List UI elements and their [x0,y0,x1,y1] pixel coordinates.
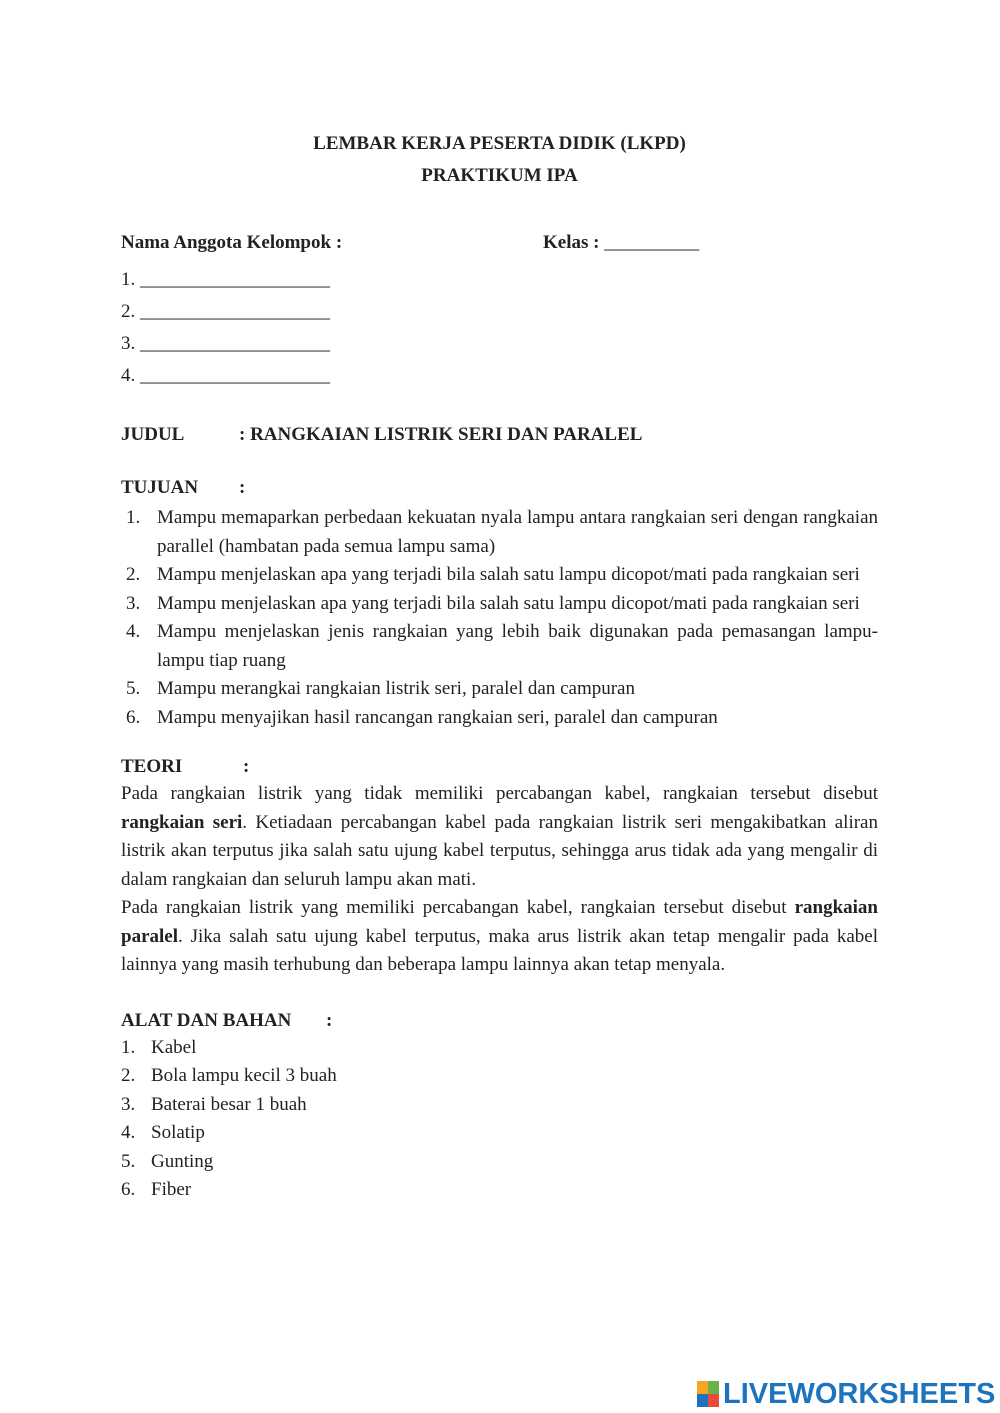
alat-colon: : [326,1009,333,1031]
judul-label: JUDUL [121,424,185,445]
list-item-number: 2. [126,564,141,585]
teori-paragraph-seri [121,780,878,894]
list-item [121,504,878,561]
member-line: 4. ____________________ [121,365,330,386]
list-item-text: Mampu menjelaskan apa yang terjadi bila salah satu lampu dicopot/mati pada rangkaian seri [157,592,860,614]
teori-text: . Ketiadaan percabangan kabel pada rangkaian listrik seri mengakibatkan aliran listrik akan terputus jika salah satu ujung kabel terputus, sehingga arus tidak ada yang mengalir di dalam rangkaian dan seluruh lampu akan mati. [121,811,878,890]
list-item-text: Mampu menyajikan hasil rancangan rangkaian seri, paralel dan campuran [157,706,718,728]
term-rangkaian-seri: rangkaian seri [121,811,243,833]
list-item-number: 4. [121,1122,136,1143]
member-line: 3. ____________________ [121,333,330,354]
teori-colon: : [243,756,250,777]
list-item [121,704,878,733]
list-item-number: 3. [121,1093,136,1115]
logo-square-icon [708,1381,719,1394]
list-item [121,1062,878,1091]
judul-value: : RANGKAIAN LISTRIK SERI DAN PARALEL [239,424,643,445]
members-label: Nama Anggota Kelompok : [121,232,343,253]
tujuan-list [121,504,878,732]
teori-heading [121,754,878,780]
tujuan-colon: : [239,477,246,498]
kelas-blank: __________ [604,232,700,253]
logo-square-icon [708,1394,719,1407]
alat-label: ALAT DAN BAHAN [121,1009,292,1031]
term-rangkaian-paralel: rangkaian paralel [121,897,878,947]
worksheet-page [121,128,878,1205]
list-item [121,1119,878,1148]
list-item-text: Mampu menjelaskan jenis rangkaian yang lebih baik digunakan pada pemasangan lampu-lampu tiap ruang [157,621,878,671]
judul-section [121,422,878,448]
list-item-number: 5. [126,678,141,699]
liveworksheets-wordmark: LIVEWORKSHEETS [723,1377,996,1410]
member-line: 2. ____________________ [121,301,330,322]
list-item-text: Mampu menjelaskan apa yang terjadi bila salah satu lampu dicopot/mati pada rangkaian seri [157,564,860,585]
kelas-label: Kelas : [543,232,600,253]
liveworksheets-logo-icon [697,1381,719,1407]
page-subtitle: PRAKTIKUM IPA [421,165,578,186]
list-item-text: Solatip [151,1122,205,1143]
list-item [121,561,878,590]
teori-text: Pada rangkaian listrik yang tidak memiliki percabangan kabel, rangkaian tersebut disebut [121,783,878,804]
list-item [121,1176,878,1205]
list-item-number: 6. [121,1179,136,1200]
member-line: 1. ____________________ [121,269,330,290]
logo-square-icon [697,1381,708,1394]
members-header [121,232,878,258]
list-item-number: 6. [126,706,141,728]
list-item-number: 5. [121,1150,136,1172]
list-item-number: 3. [126,592,141,614]
teori-text: . Jika salah satu ujung kabel terputus, maka arus listrik akan tetap mengalir pada kabel lainnya yang masih terhubung dan beberapa lampu lainnya akan tetap menyala. [121,925,878,975]
teori-label: TEORI [121,756,183,777]
list-item [121,618,878,675]
list-item-number: 1. [121,1036,136,1058]
list-item-number: 4. [126,621,141,642]
alat-heading [121,1008,878,1034]
tujuan-heading [121,475,878,501]
list-item-text: Mampu memaparkan perbedaan kekuatan nyala lampu antara rangkaian seri dengan rangkaian parallel (hambatan pada semua lampu sama) [157,507,878,557]
list-item-text: Mampu merangkai rangkaian listrik seri, paralel dan campuran [157,678,635,699]
kelas-field [543,232,699,254]
list-item-text: Bola lampu kecil 3 buah [151,1065,337,1086]
logo-square-icon [697,1394,708,1407]
members-list [121,264,878,392]
list-item-text: Fiber [151,1179,192,1200]
list-item-number: 2. [121,1065,136,1086]
list-item-text: Gunting [151,1150,214,1172]
teori-paragraph-paralel [121,894,878,980]
list-item-text: Baterai besar 1 buah [151,1093,307,1115]
tujuan-label: TUJUAN [121,477,199,498]
list-item-number: 1. [126,507,141,528]
list-item [121,1091,878,1120]
alat-list [121,1034,878,1205]
list-item [121,590,878,619]
list-item [121,1034,878,1063]
list-item [121,1148,878,1177]
list-item [121,675,878,704]
liveworksheets-logo [697,1377,995,1411]
teori-text: Pada rangkaian listrik yang memiliki percabangan kabel, rangkaian tersebut disebut [121,897,795,918]
list-item-text: Kabel [151,1036,197,1058]
page-title: LEMBAR KERJA PESERTA DIDIK (LKPD) [313,133,686,154]
